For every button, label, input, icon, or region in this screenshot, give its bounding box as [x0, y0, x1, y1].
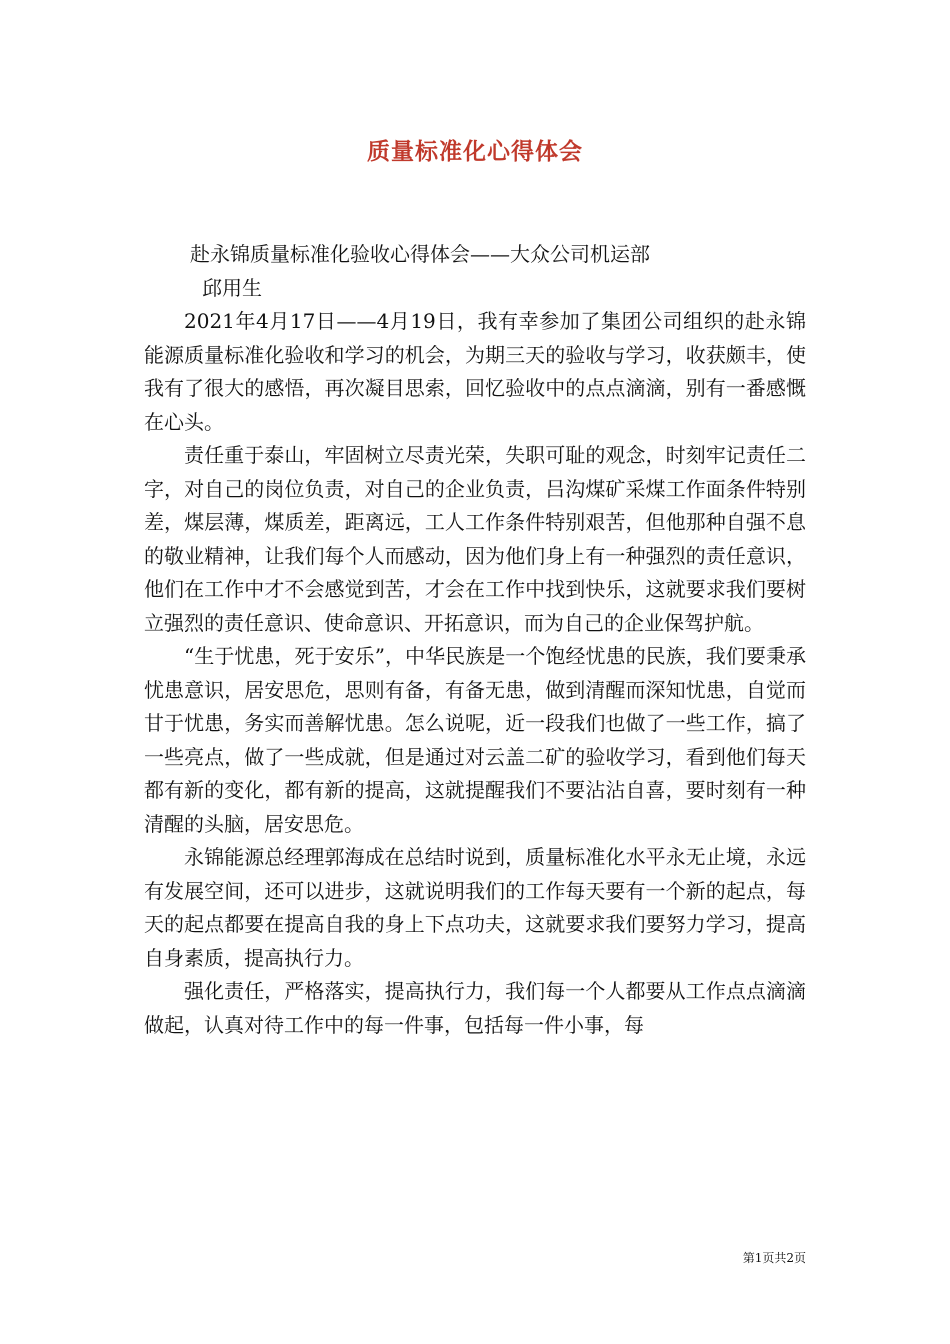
paragraph-2: 责任重于泰山，牢固树立尽责光荣，失职可耻的观念，时刻牢记责任二字，对自己的岗位负责，对自己的企业负责，吕沟煤矿采煤工作面条件特别差，煤层薄，煤质差，距离远，工人工作条件特别艰苦，但他那种自强不息的敬业精神，让我们每个人而感动，因为他们身上有一种强烈的责任意识，他们在工作中才不会感觉到苦，才会在工作中找到快乐，这就要求我们要树立强烈的责任意识、使命意识、开拓意识，而为自己的企业保驾护航。	[144, 443, 806, 635]
document-body	[144, 238, 806, 1042]
page-indicator: 第1页共2页	[742, 1251, 806, 1265]
paragraph-3: “生于忧患，死于安乐”，中华民族是一个饱经忧患的民族，我们要秉承忧患意识，居安思危，思则有备，有备无患，做到清醒而深知忧患，自觉而甘于忧患，务实而善解忧患。怎么说呢，近一段我们也做了一些工作，搞了一些亮点，做了一些成就，但是通过对云盖二矿的验收学习，看到他们每天都有新的变化，都有新的提高，这就提醒我们不要沾沾自喜，要时刻有一种清醒的头脑，居安思危。	[144, 644, 806, 836]
document-author: 邱用生	[202, 275, 262, 300]
paragraph-4: 永锦能源总经理郭海成在总结时说到，质量标准化水平永无止境，永远有发展空间，还可以进步，这就说明我们的工作每天要有一个新的起点，每天的起点都要在提高自我的身上下点功夫，这就要求我们要努力学习，提高自身素质，提高执行力。	[144, 845, 806, 970]
paragraph-1: 2021年4月17日——4月19日，我有幸参加了集团公司组织的赴永锦能源质量标准化验收和学习的机会，为期三天的验收与学习，收获颇丰，使我有了很大的感悟，再次凝目思索，回忆验收中的点点滴滴，别有一番感慨在心头。	[144, 309, 806, 434]
document-subtitle: 赴永锦质量标准化验收心得体会——大众公司机运部	[190, 242, 650, 266]
document-title: 质量标准化心得体会	[367, 138, 583, 165]
paragraph-5: 强化责任，严格落实，提高执行力，我们每一个人都要从工作点点滴滴做起，认真对待工作中的每一件事，包括每一件小事，每	[144, 979, 806, 1037]
